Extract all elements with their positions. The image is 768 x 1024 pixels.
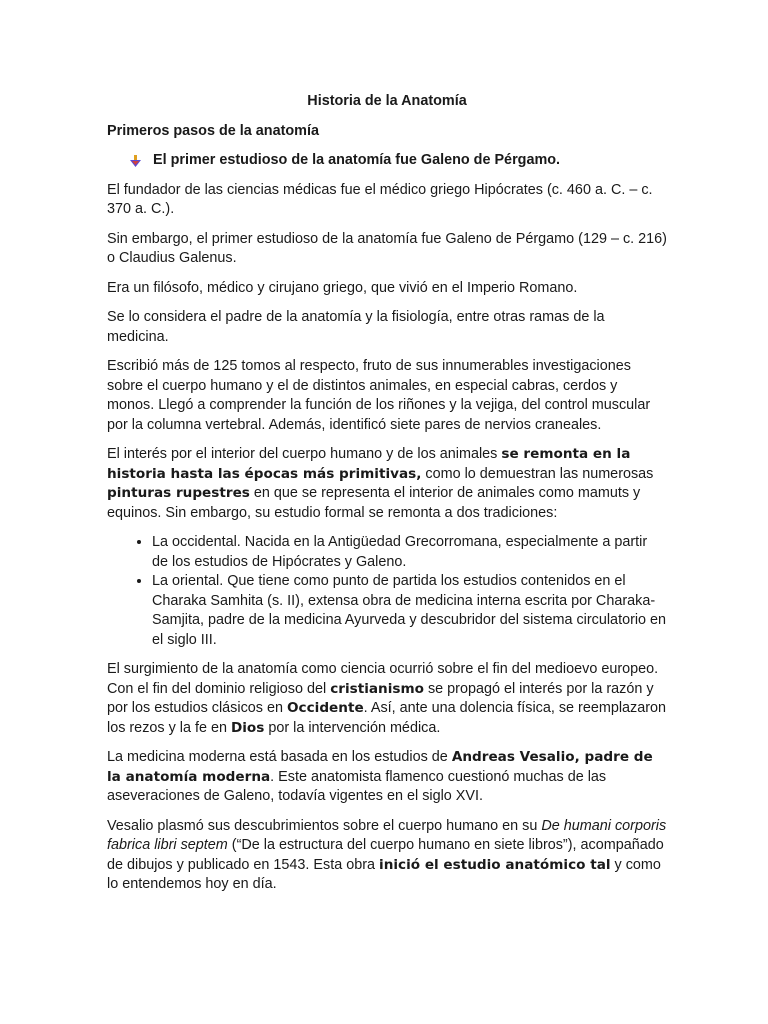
p7-bold-cristianismo: cristianismo <box>330 680 424 697</box>
p7-text-g: por la intervención médica. <box>264 719 441 736</box>
document-title: Historia de la Anatomía <box>307 93 467 109</box>
paragraph-7 <box>107 660 667 738</box>
p8-text-c: . Este anatomista flamenco cuestionó muchas de las aseveraciones de Galeno, todavía vigentes en el siglo XVI. <box>107 768 607 804</box>
p9-text-e: y como lo entendemos hoy en día. <box>107 856 661 892</box>
p6-text-a: El interés por el interior del cuerpo humano y de los animales <box>107 446 502 462</box>
p8-text-a: La medicina moderna está basada en los estudios de <box>107 749 452 765</box>
paragraph-2: Sin embargo, el primer estudioso de la anatomía fue Galeno de Pérgamo (129 – c. 216) o Claudius Galenus. <box>107 230 667 266</box>
paragraph-6 <box>107 445 667 523</box>
paragraph-4: Se lo considera el padre de la anatomía y la fisiología, entre otras ramas de la medicina. <box>107 309 605 345</box>
paragraph-1: El fundador de las ciencias médicas fue el médico griego Hipócrates (c. 460 a. C. – c. 370 a. C.). <box>107 181 653 217</box>
p6-text-c: como lo demuestran las numerosas <box>421 465 654 482</box>
p9-text-a: Vesalio plasmó sus descubrimientos sobre el cuerpo humano en su <box>107 817 542 834</box>
paragraph-5: Escribió más de 125 tomos al respecto, fruto de sus innumerables investigaciones sobre el cuerpo humano y el de distintos animales, en especial cabras, cerdos y monos. Llegó a comprender la función de los riñones y la vejiga, del control muscular por la columna vertebral. Además, identificó siete pares de nervios craneales. <box>107 358 651 433</box>
paragraph-8 <box>107 748 667 807</box>
p7-text-c: se propagó el interés por la razón y por los estudios clásicos en <box>107 680 654 716</box>
p7-text-a: El surgimiento de la anatomía como ciencia ocurrió sobre el fin del medioevo europeo. Con el fin del dominio religioso del <box>107 661 659 697</box>
p7-bold-dios: Dios <box>230 719 265 736</box>
arrow-bullet-text: El primer estudioso de la anatomía fue Galeno de Pérgamo. <box>153 152 561 168</box>
p6-bold-rupestres: pinturas rupestres <box>107 485 250 501</box>
document-body <box>107 92 667 905</box>
arrow-bullet-icon <box>129 154 143 168</box>
traditions-list <box>107 533 667 650</box>
arrow-bullet-item <box>129 151 667 171</box>
p7-text-e: . Así, ante una dolencia física, se reemplazaron los rezos y la fe en <box>107 700 667 736</box>
p9-italic-title: De humani corporis fabrica libri septem <box>107 817 667 853</box>
p9-text-c: (“De la estructura del cuerpo humano en siete libros”), acompañado de dibujos y publicado en 1543. Esta obra <box>107 837 664 873</box>
list-item: • La oriental. Que tiene como punto de partida los estudios contenidos en el Charaka Samhita (s. II), extensa obra de medicina interna escrita por Charaka-Samjita, padre de la medicina Ayurveda y descubridor del sistema circulatorio en el siglo III. <box>152 572 667 650</box>
p8-bold-vesalio: Andreas Vesalio, padre de la anatomía moderna <box>107 749 653 785</box>
p9-bold-inicio: inició el estudio anatómico tal <box>379 856 611 873</box>
p6-bold-primitive: se remonta en la historia hasta las épocas más primitivas, <box>107 446 631 482</box>
p6-text-e: en que se representa el interior de animales como mamuts y equinos. Sin embargo, su estudio formal se remonta a dos tradiciones: <box>107 485 641 521</box>
section-heading: Primeros pasos de la anatomía <box>107 122 319 139</box>
p7-bold-occidente: Occidente <box>286 700 364 716</box>
list-item: • La occidental. Nacida en la Antigüedad Grecorromana, especialmente a partir de los estudios de Hipócrates y Galeno. <box>152 533 667 572</box>
paragraph-3: Era un filósofo, médico y cirujano griego, que vivió en el Imperio Romano. <box>107 279 578 296</box>
paragraph-9 <box>107 817 667 895</box>
